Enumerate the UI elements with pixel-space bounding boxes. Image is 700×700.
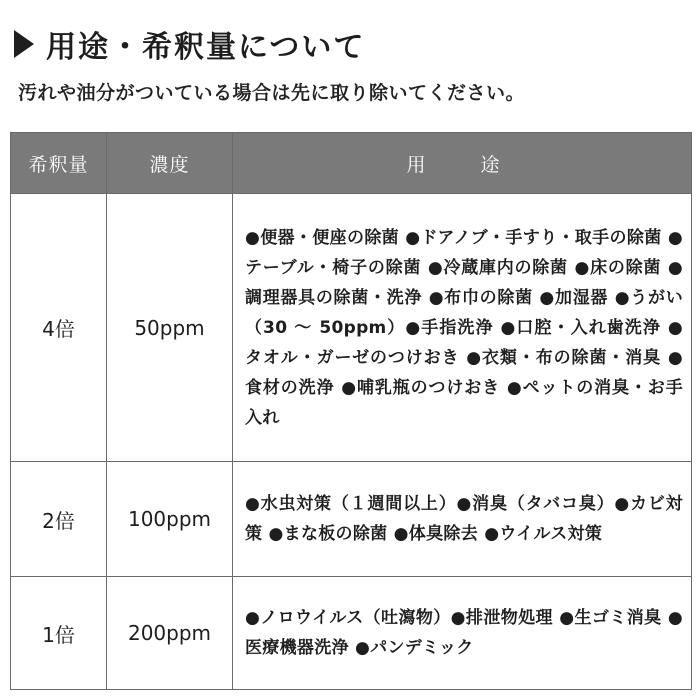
section-title	[14, 22, 365, 66]
dilution-cell: 4倍	[11, 194, 107, 462]
uses-cell: ●水虫対策（１週間以上）●消臭（タバコ臭）●カビ対策 ●まな板の除菌 ●体臭除去 ●ウイルス対策	[233, 462, 692, 577]
triangle-bullet-icon	[14, 30, 34, 58]
header-concentration: 濃度	[107, 133, 233, 194]
concentration-cell: 50ppm	[107, 194, 233, 462]
table-row	[11, 194, 692, 462]
uses-cell: ●便器・便座の除菌 ●ドアノブ・手すり・取手の除菌 ●テーブル・椅子の除菌 ●冷蔵庫内の除菌 ●床の除菌 ●調理器具の除菌・洗浄 ●布巾の除菌 ●加湿器 ●うがい（30 ～ 50ppm）●手指洗浄 ●口腔・入れ歯洗浄 ●タオル・ガーゼのつけおき ●衣類・布の除菌・消臭 ●食材の洗浄 ●哺乳瓶のつけおき ●ペットの消臭・お手入れ	[233, 194, 692, 462]
header-uses: 用 途	[233, 133, 692, 194]
table-row	[11, 462, 692, 577]
concentration-cell: 100ppm	[107, 462, 233, 577]
table-row	[11, 577, 692, 690]
title-text: 用途・希釈量について	[46, 30, 366, 65]
concentration-cell: 200ppm	[107, 577, 233, 690]
uses-cell: ●ノロウイルス（吐瀉物）●排泄物処理 ●生ゴミ消臭 ●医療機器洗浄 ●パンデミック	[233, 577, 692, 690]
subtitle-note: 汚れや油分がついている場合は先に取り除いてください。	[18, 82, 526, 104]
dilution-table	[10, 132, 692, 690]
dilution-cell: 1倍	[11, 577, 107, 690]
dilution-cell: 2倍	[11, 462, 107, 577]
table-header-row	[11, 133, 692, 194]
header-dilution: 希釈量	[11, 133, 107, 194]
